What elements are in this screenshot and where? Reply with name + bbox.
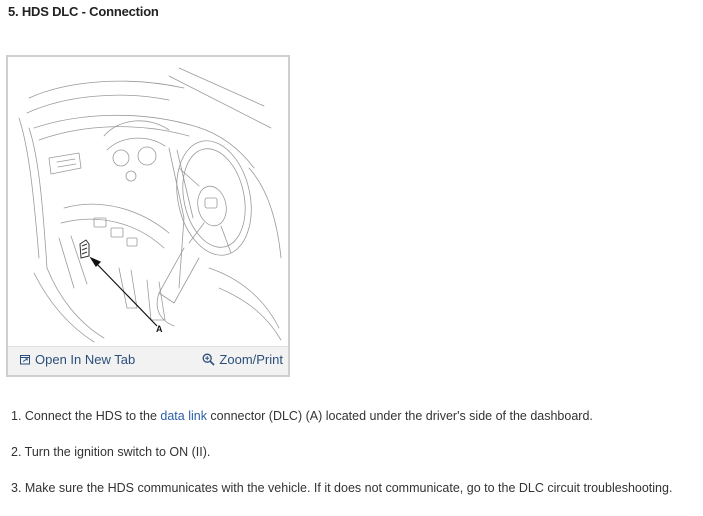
step-3: 3. Make sure the HDS communicates with the vehicle. If it does not communicate, go to the DLC circuit troubleshooting. — [11, 481, 673, 495]
callout-label-a: A — [156, 324, 163, 334]
dlc-connector-shape — [80, 240, 89, 258]
data-link-link[interactable]: data link — [160, 409, 207, 423]
step-1 — [11, 408, 701, 424]
open-in-new-tab-button[interactable] — [20, 352, 135, 367]
figure-frame — [6, 55, 290, 377]
open-in-new-tab-icon — [20, 354, 31, 365]
step-1-text-before: 1. Connect the HDS to the — [11, 409, 161, 423]
instruction-steps — [11, 408, 701, 516]
zoom-print-button[interactable] — [202, 352, 283, 367]
figure-toolbar — [8, 346, 288, 375]
zoom-print-label: Zoom/Print — [219, 352, 283, 367]
dashboard-illustration — [9, 58, 287, 344]
page-title: 5. HDS DLC - Connection — [8, 4, 159, 19]
zoom-icon — [202, 353, 215, 366]
step-1-text-after: connector (DLC) (A) located under the driver's side of the dashboard. — [206, 409, 593, 423]
open-in-new-tab-label: Open In New Tab — [35, 352, 136, 367]
step-2: 2. Turn the ignition switch to ON (II). — [11, 445, 211, 459]
